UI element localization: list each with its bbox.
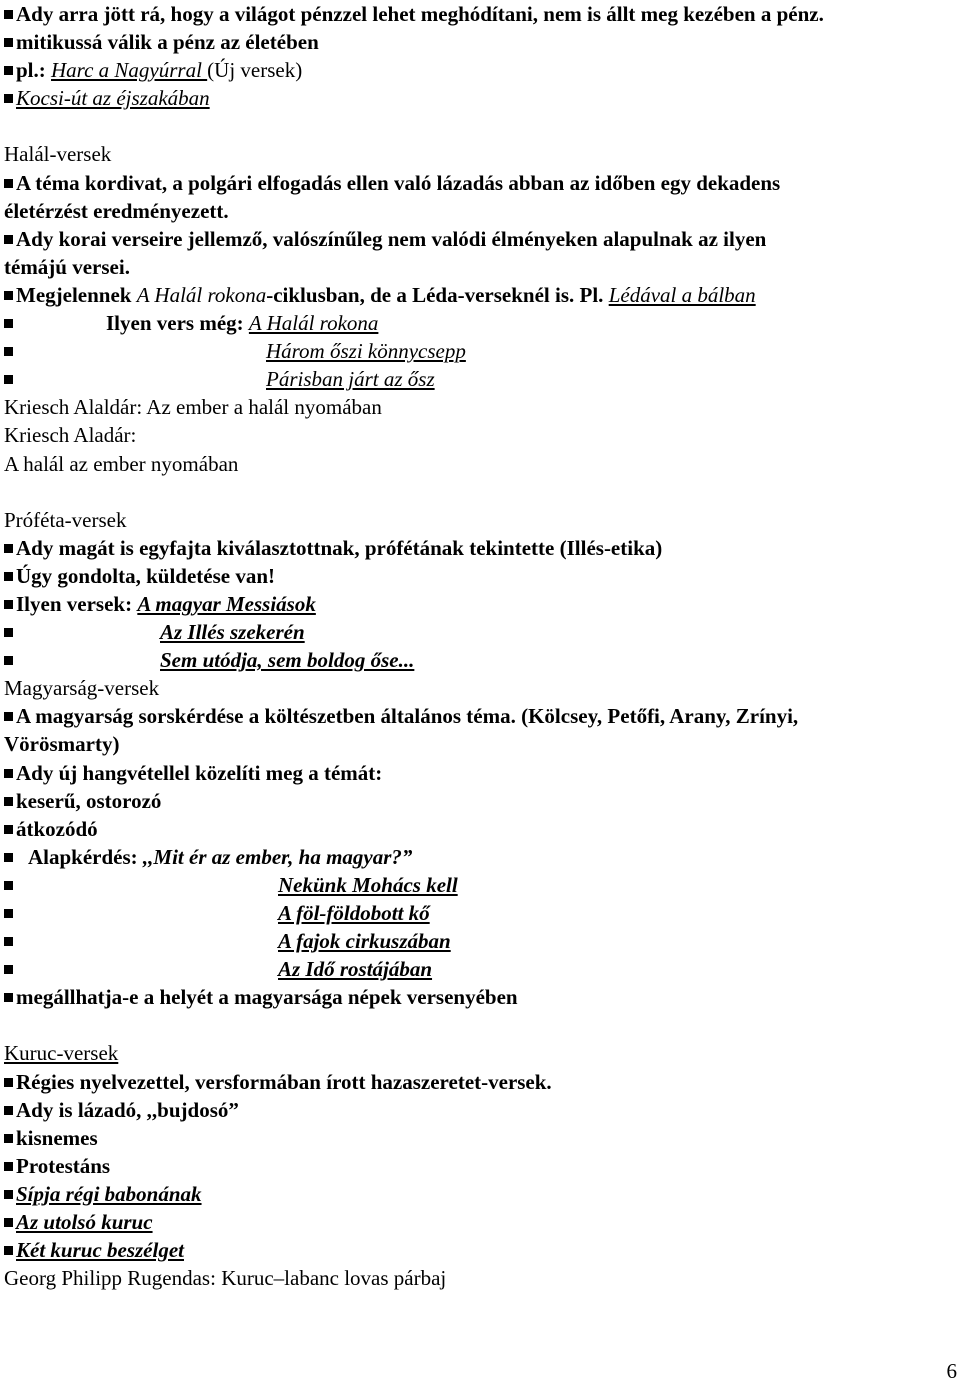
list-item: Ady is lázadó, ,,bujdosó” (4, 1096, 954, 1124)
list-item-continuation: Vörösmarty) (4, 732, 120, 757)
poem-link[interactable]: Sípja régi babonának (16, 1181, 202, 1206)
list-item: átkozódó (4, 815, 954, 843)
list-item: Ady arra jött rá, hogy a világot pénzzel lehet meghódítani, nem is állt meg kezében a pénz. (4, 0, 954, 28)
list-item-continuation: témájú versei. (4, 254, 130, 279)
list-item: Alapkérdés: ,,Mit ér az ember, ha magyar?” (4, 843, 954, 871)
poem-link[interactable]: Két kuruc beszélget (16, 1238, 184, 1263)
square-bullet-icon (4, 937, 13, 946)
square-bullet-icon (4, 825, 13, 834)
list-item: pl.: Harc a Nagyúrral (Új versek) (4, 56, 954, 84)
list-item: A magyarság sorskérdése a költészetben általános téma. (Kölcsey, Petőfi, Arany, Zrínyi, (4, 702, 954, 730)
poem-link[interactable]: Harc a Nagyúrral (51, 58, 208, 83)
square-bullet-icon (4, 1246, 13, 1255)
page-number: 6 (946, 1359, 957, 1383)
poem-link[interactable]: Három őszi könnycsepp (266, 339, 466, 364)
square-bullet-icon (4, 291, 13, 300)
square-bullet-icon (4, 769, 13, 778)
list-item (4, 337, 954, 365)
list-item: Ady új hangvétellel közelíti meg a témát: (4, 759, 954, 787)
list-item: megállhatja-e a helyét a magyarsága népek versenyében (4, 983, 954, 1011)
square-bullet-icon (4, 235, 13, 244)
square-bullet-icon (4, 347, 13, 356)
square-bullet-icon (4, 993, 13, 1002)
list-item: Megjelennek A Halál rokona-ciklusban, de a Léda-verseknél is. Pl. Lédával a bálban (4, 281, 954, 309)
text-line: Kriesch Aladár: (4, 423, 137, 448)
poem-link[interactable]: A magyar Messiások (137, 591, 316, 616)
square-bullet-icon (4, 628, 13, 637)
square-bullet-icon (4, 965, 13, 974)
list-item (4, 646, 954, 674)
square-bullet-icon (4, 572, 13, 581)
poem-link[interactable]: A fajok cirkuszában (278, 929, 451, 954)
section-heading-magyarsag: Magyarság-versek (4, 676, 160, 701)
list-item (4, 927, 954, 955)
poem-link[interactable]: Az Idő rostájában (278, 957, 433, 982)
square-bullet-icon (4, 600, 13, 609)
square-bullet-icon (4, 1190, 13, 1199)
square-bullet-icon (4, 909, 13, 918)
poem-link[interactable]: A Halál rokona (248, 311, 379, 336)
text-line: Georg Philipp Rugendas: Kuruc–labanc lovas párbaj (4, 1266, 447, 1291)
text-line: A halál az ember nyomában (4, 451, 239, 476)
list-item (4, 871, 954, 899)
square-bullet-icon (4, 94, 13, 103)
poem-link[interactable]: A föl-földobott kő (278, 901, 430, 925)
square-bullet-icon (4, 179, 13, 188)
section-heading-halal: Halál-versek (4, 142, 112, 167)
list-item: A téma kordivat, a polgári elfogadás ellen való lázadás abban az időben egy dekadens (4, 169, 954, 197)
list-item: kisnemes (4, 1124, 954, 1152)
list-item (4, 365, 954, 393)
key-question: ,,Mit ér az ember, ha magyar?” (142, 844, 413, 869)
square-bullet-icon (4, 544, 13, 553)
poem-link[interactable]: Az utolsó kuruc (16, 1210, 153, 1235)
list-item: Ady magát is egyfajta kiválasztottnak, prófétának tekintette (Illés-etika) (4, 534, 954, 562)
square-bullet-icon (4, 10, 13, 19)
text-line: Kriesch Alaldár: Az ember a halál nyomában (4, 395, 382, 420)
document-body (4, 0, 954, 1292)
square-bullet-icon (4, 1218, 13, 1227)
poem-link[interactable]: Nekünk Mohács kell (278, 872, 458, 897)
list-item: Ilyen vers még: A Halál rokona (4, 309, 954, 337)
square-bullet-icon (4, 797, 13, 806)
list-item: mitikussá válik a pénz az életében (4, 28, 954, 56)
section-heading-kuruc: Kuruc-versek (4, 1041, 119, 1066)
square-bullet-icon (4, 1162, 13, 1171)
section-heading-profeta: Próféta-versek (4, 507, 127, 532)
square-bullet-icon (4, 656, 13, 665)
list-item (4, 899, 954, 927)
poem-link[interactable]: Párisban járt az ősz (266, 367, 435, 392)
list-item: Úgy gondolta, küldetése van! (4, 562, 954, 590)
list-item: Ady korai verseire jellemző, valószínűleg nem valódi élményeken alapulnak az ilyen (4, 225, 954, 253)
list-item: Ilyen versek: A magyar Messiások (4, 590, 954, 618)
square-bullet-icon (4, 881, 13, 890)
list-item (4, 618, 954, 646)
poem-link[interactable]: Kocsi-út az éjszakában (16, 86, 210, 111)
list-item (4, 1208, 954, 1236)
list-item-continuation: életérzést eredményezett. (4, 198, 229, 223)
square-bullet-icon (4, 319, 13, 328)
square-bullet-icon (4, 853, 13, 862)
square-bullet-icon (4, 1134, 13, 1143)
list-item: keserű, ostorozó (4, 787, 954, 815)
square-bullet-icon (4, 38, 13, 47)
list-item (4, 84, 954, 112)
square-bullet-icon (4, 1078, 13, 1087)
poem-link[interactable]: Lédával a bálban (608, 282, 756, 307)
list-item (4, 1180, 954, 1208)
square-bullet-icon (4, 66, 13, 75)
square-bullet-icon (4, 375, 13, 384)
square-bullet-icon (4, 712, 13, 721)
square-bullet-icon (4, 1106, 13, 1115)
list-item (4, 1236, 954, 1264)
poem-link[interactable]: Sem utódja, sem boldog őse... (160, 648, 415, 673)
list-item: Régies nyelvezettel, versformában írott hazaszeretet-versek. (4, 1068, 954, 1096)
list-item (4, 955, 954, 983)
poem-link[interactable]: Az Illés szekerén (160, 620, 305, 645)
list-item: Protestáns (4, 1152, 954, 1180)
